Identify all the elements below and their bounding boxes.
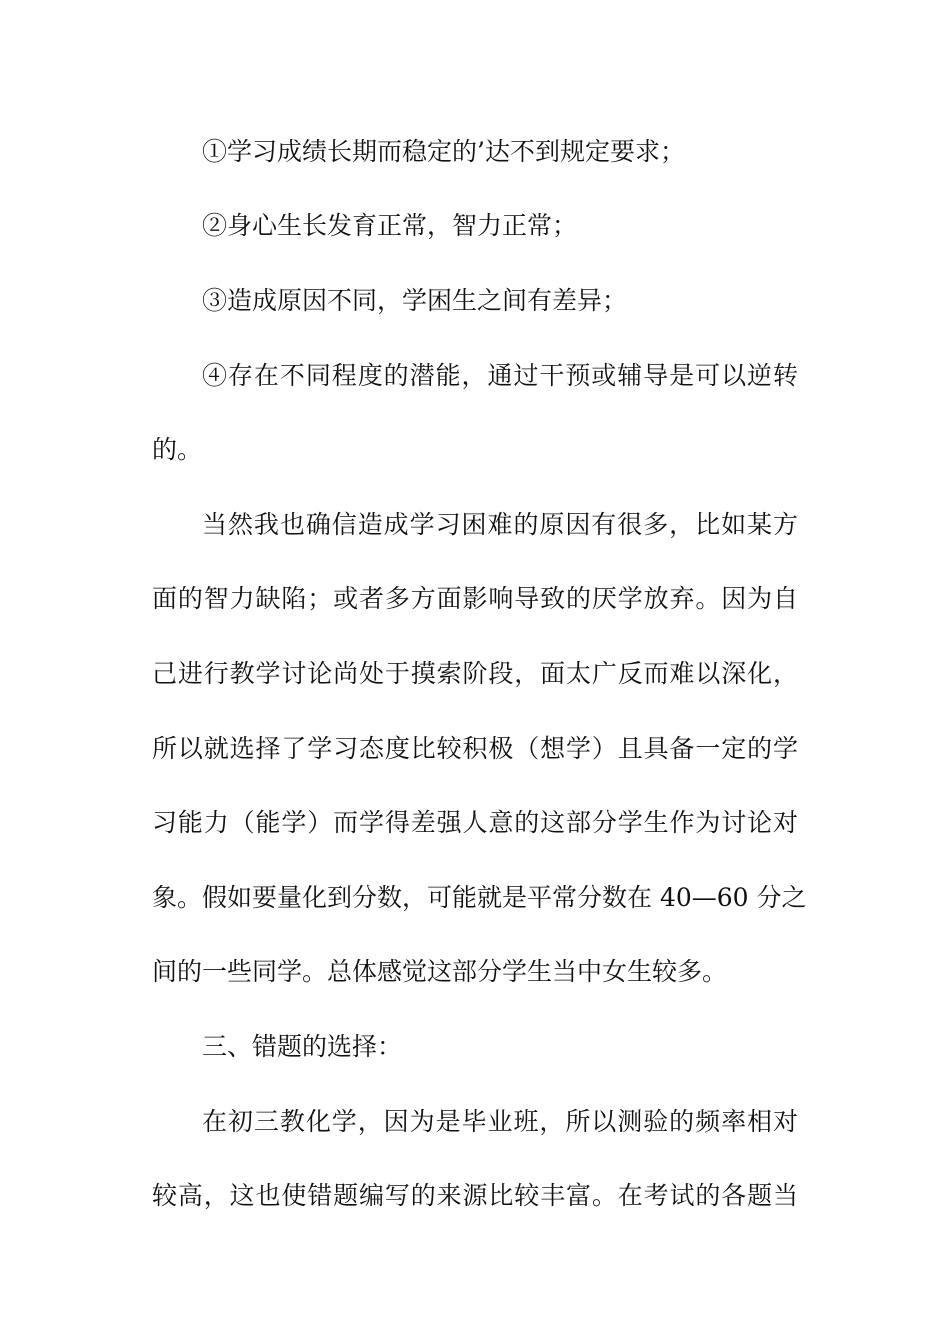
text-line: ②身心生长发育正常，智力正常； bbox=[202, 211, 578, 240]
text-line: ①学习成绩长期而稳定的’达不到规定要求； bbox=[202, 137, 685, 166]
text-line: 面的智力缺陷；或者多方面影响导致的厌学放弃。因为自 bbox=[152, 584, 798, 613]
text-line: 习能力（能学）而学得差强人意的这部分学生作为讨论对 bbox=[152, 808, 798, 837]
text-line: 的。 bbox=[152, 435, 203, 464]
text-line: ③造成原因不同，学困生之间有差异； bbox=[202, 286, 628, 315]
text-line: 较高，这也使错题编写的来源比较丰富。在考试的各题当 bbox=[152, 1181, 798, 1210]
text-line: 间的一些同学。总体感觉这部分学生当中女生较多。 bbox=[152, 957, 728, 986]
text-line: 当然我也确信造成学习困难的原因有很多，比如某方 bbox=[202, 510, 798, 539]
text-line: 己进行教学讨论尚处于摸索阶段，面太广反而难以深化， bbox=[152, 659, 798, 688]
text-line: 所以就选择了学习态度比较积极（想学）且具备一定的学 bbox=[152, 734, 798, 763]
section-heading: 三、错题的选择： bbox=[202, 1032, 403, 1061]
text-line: 在初三教化学，因为是毕业班，所以测验的频率相对 bbox=[202, 1107, 798, 1136]
text-line: 象。假如要量化到分数，可能就是平常分数在 40—60 分之 bbox=[152, 883, 807, 912]
text-line: ④存在不同程度的潜能，通过干预或辅导是可以逆转 bbox=[202, 361, 798, 390]
